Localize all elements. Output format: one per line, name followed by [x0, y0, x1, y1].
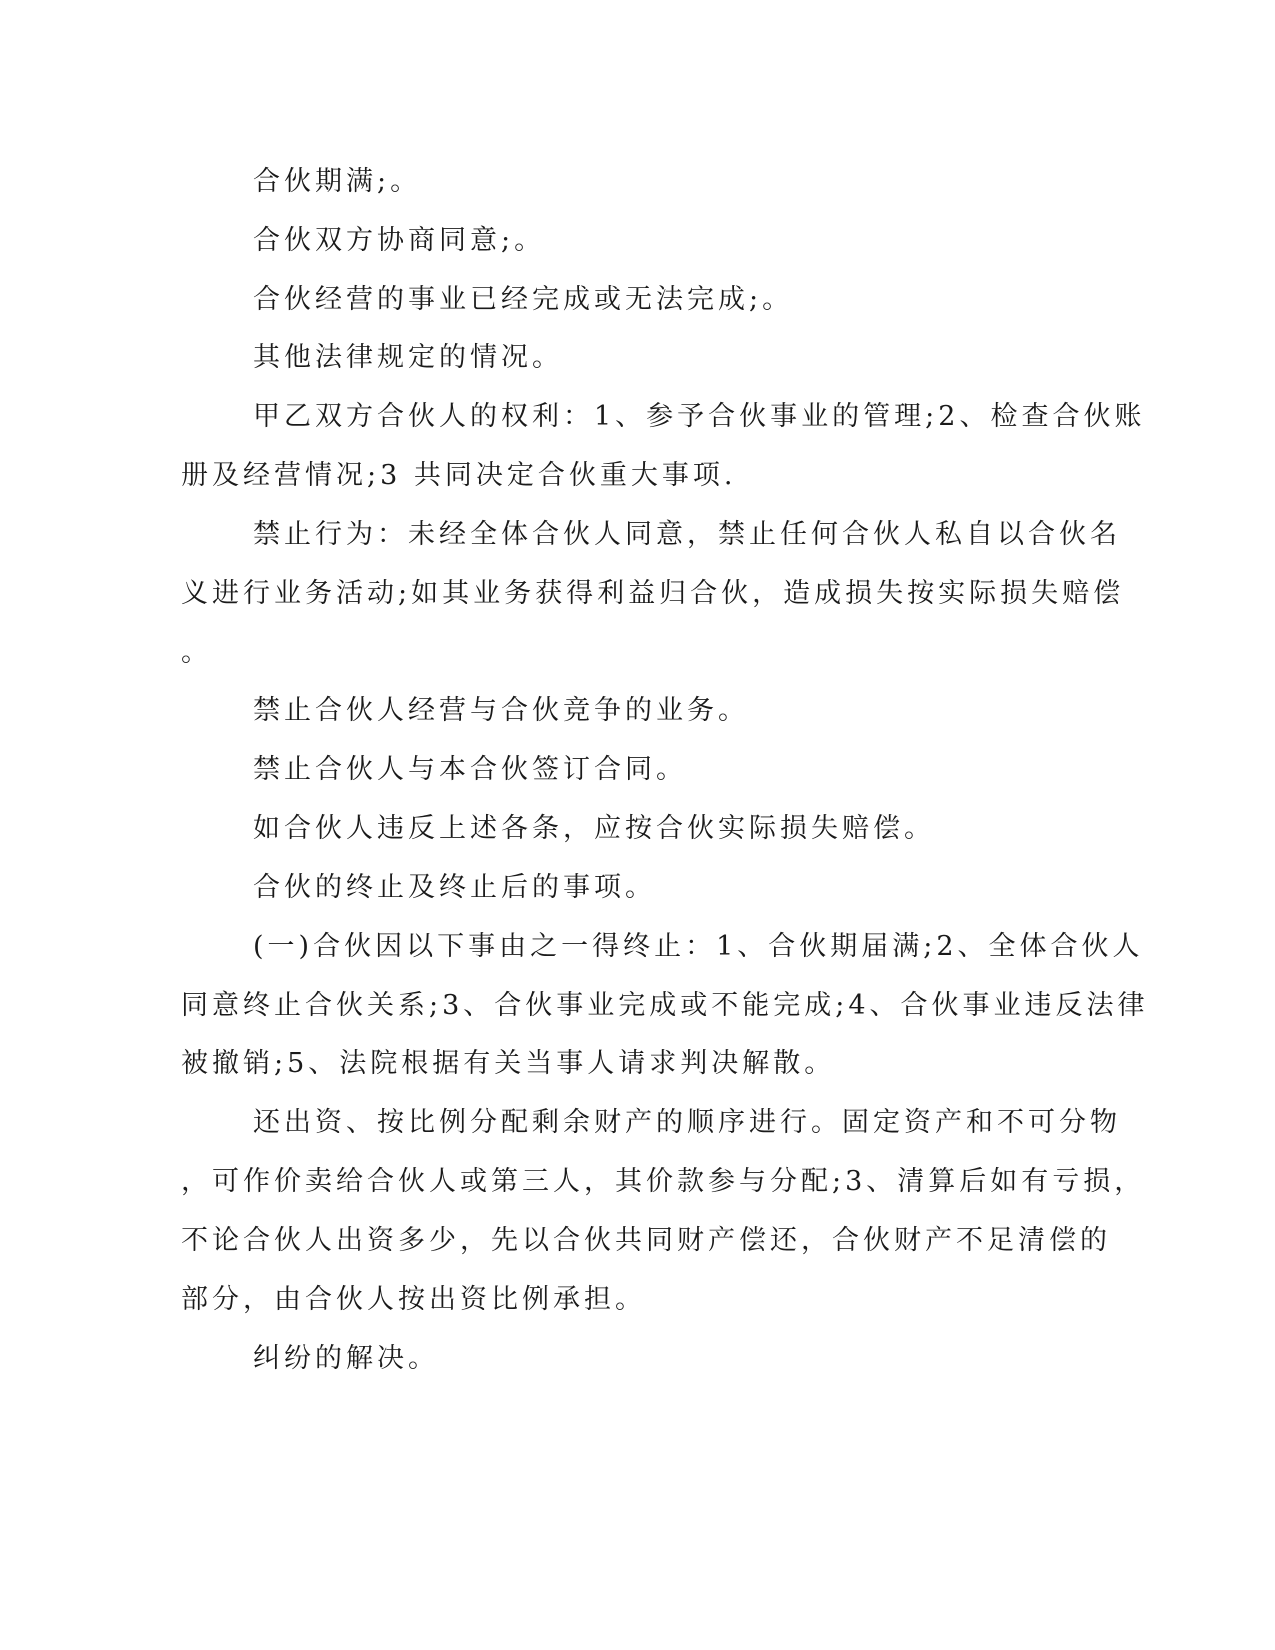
paragraph-line: 其他法律规定的情况。: [253, 342, 563, 373]
paragraph-line: 合伙经营的事业已经完成或无法完成;。: [253, 284, 794, 315]
paragraph-line: 纠纷的解决。: [253, 1343, 439, 1374]
paragraph-line: 部分，由合伙人按出资比例承担。: [181, 1284, 646, 1315]
paragraph-line: 甲乙双方合伙人的权利：1、参予合伙事业的管理;2、检查合伙账: [253, 401, 1146, 432]
paragraph-line: 合伙的终止及终止后的事项。: [253, 872, 656, 903]
paragraph-line: (一)合伙因以下事由之一得终止：1、合伙期届满;2、全体合伙人: [253, 931, 1144, 962]
paragraph-line: 不论合伙人出资多少，先以合伙共同财产偿还，合伙财产不足清偿的: [181, 1225, 1111, 1256]
paragraph-line: 禁止合伙人经营与合伙竞争的业务。: [253, 695, 749, 726]
paragraph-line: 同意终止合伙关系;3、合伙事业完成或不能完成;4、合伙事业违反法律: [181, 990, 1149, 1021]
paragraph-line: 。: [181, 637, 212, 668]
paragraph-line: 禁止行为：未经全体合伙人同意，禁止任何合伙人私自以合伙名: [253, 519, 1121, 550]
paragraph-line: 如合伙人违反上述各条，应按合伙实际损失赔偿。: [253, 813, 935, 844]
paragraph-line: 义进行业务活动;如其业务获得利益归合伙，造成损失按实际损失赔偿: [181, 578, 1125, 609]
paragraph-line: 合伙双方协商同意;。: [253, 225, 546, 256]
paragraph-line: 合伙期满;。: [253, 166, 422, 197]
paragraph-line: 禁止合伙人与本合伙签订合同。: [253, 754, 687, 785]
paragraph-line: ，可作价卖给合伙人或第三人，其价款参与分配;3、清算后如有亏损，: [181, 1166, 1146, 1197]
paragraph-line: 还出资、按比例分配剩余财产的顺序进行。固定资产和不可分物: [253, 1107, 1121, 1138]
paragraph-line: 被撤销;5、法院根据有关当事人请求判决解散。: [181, 1048, 836, 1079]
paragraph-line: 册及经营情况;3 共同决定合伙重大事项.: [181, 460, 737, 491]
